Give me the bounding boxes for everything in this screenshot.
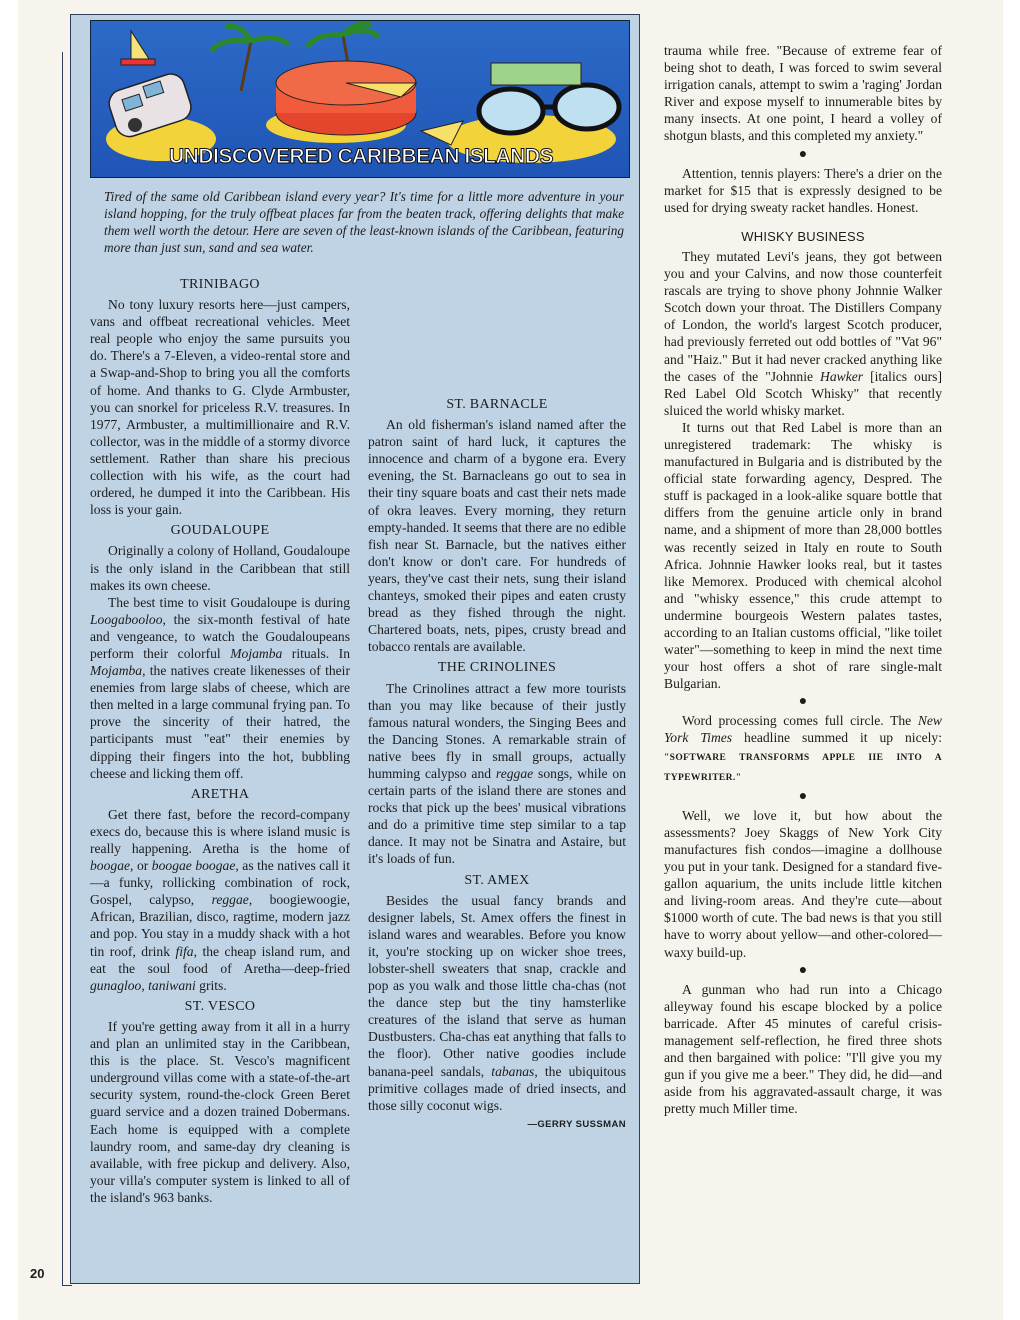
- column-3: [664, 42, 942, 1117]
- st-amex-text: Besides the usual fancy brands and designer labels, St. Amex offers the finest in island wares and wearables. Before you know it, you're stocking up on wicker shoe trees, lobster-shell sweaters that snap, crackle and pop as you walk and those little cha-chas (not the dance step but the tiny hamsterlike creatures of the island that serve as human Dustbusters. Cha-chas eat anything that falls to the floor). Other native goodies include banana-peel sandals, tabanas, the ubiquitous primitive collages made of dried insects, and those silly coconut wigs.: [368, 892, 626, 1113]
- heading-goudaloupe: GOUDALOUPE: [170, 523, 270, 539]
- aretha-text: Get there fast, before the record-company execs do, because this is where island music is really happening. Aretha is the home of boogae, or boogae boogae, as the natives call it—a funky, rollicking combination of rock, Gospel, calypso, reggae, boogiewoogie, African, Brazilian, disco, ragtime, modern jazz and pop. You stay in a muddy shack with a hot tin roof, drink fifa, the cheap island rum, and eat the soul food of Aretha—deep-fried gunagloo, taniwani grits.: [90, 806, 350, 993]
- heading-trinibago: TRINIBAGO: [180, 277, 260, 292]
- heading-st-vesco: ST. VESCO: [184, 998, 256, 1014]
- column-2-flow: [368, 392, 626, 1133]
- heading-aretha: ARETHA: [190, 786, 250, 802]
- jordan-river-text: trauma while free. "Because of extreme fear of being shot to death, I was forced to swim several irrigation canals, attempt to swim a 'raging' Jordan River and expose myself to innumerable bites by many insects. At one point, I heard a volley of shotgun blasts, and this completed my anxiety.": [664, 43, 942, 144]
- whisky-text-2: It turns out that Red Label is more than an unregistered trademark: The whisky is manufactured in Bulgaria and is distributed by the official state forwarding agency, Despred. The stuff is packaged in a look-alike square bottle that differs from the genuine article only in brand name, and a shipment of more than 28,000 bottles was recently seized in Italy en route to South Africa. Johnnie Hawker looks real, but it tastes like Memorex. Produced with chemical alcohol and "whisky essence," this crude attempt to undermine bourgeois Western palates tastes, according to an Italian customs official, "like toilet water"—something to keep in mind the next time your host offers a shot of rare single-malt Bulgarian.: [664, 419, 942, 692]
- trinibago-text: No tony luxury resorts here—just campers, vans and offbeat recreational vehicles. Meet real people who enjoy the same pursuits you do. There's a 7-Eleven, a video-rental store and a Swap-and-Shop to bring you all the comforts of home. And thanks to G. Clyde Armbuster, you can snorkel for priceless R.V. treasures. In 1977, Armbuster, a multimillionaire and R.V. collector, was in the middle of a stormy divorce settlement. Rather than share his precious collection with his wife, as the court had ordered, he dumped it into the Caribbean. His loss is your gain.: [90, 297, 350, 518]
- heading-st-amex: ST. AMEX: [464, 872, 530, 888]
- banner-title: UNDISCOVERED CARIBBEAN ISLANDS: [168, 145, 554, 168]
- st-barnacle-text: An old fisherman's island named after the patron saint of hard luck, it captures the innocence and charm of a bygone era. Every evening, the St. Barnacleans go out to sea in their tiny square boats and cast their nets made of okra leaves. Every morning, they return empty-handed. It seems that there are no edible fish near St. Barnacle, but the natives either don't know or don't care. For hundreds of years, they've cast their nets, sung their island chanteys, smoked their pipes and eaten crusty bread as they fished through the night. Chartered boats, nets, pipes, crusty bread and tobacco rentals are available.: [368, 417, 626, 655]
- whisky-text-1: They mutated Levi's jeans, they got between you and your Calvins, and now those counterfeit rascals are trying to shove phony Johnnie Walker Scotch down your throat. The Distillers Company of London, the world's largest Scotch producer, had previously ferreted out odd bottles of "Vat 96" and "Haiz." But it had never cracked anything like the cases of the "Johnnie Hawker [italics ours] Red Label Old Scotch Whisky" that recently sluiced the world whisky market.: [664, 248, 942, 418]
- fish-condo-text: Well, we love it, but how about the assessments? Joey Skaggs of New York City manufactures fish condos—imagine a dollhouse you put in your tank. Designed for a standard five-gallon aquarium, the units include little kitchen and living-room areas. And they're cute—about $1000 worth of cute. The bad news is that you still have to worry about yellow—and other-colored—waxy build-up.: [664, 807, 942, 960]
- heading-crinolines: THE CRINOLINES: [437, 660, 557, 676]
- bullet-divider: ●: [798, 146, 808, 162]
- sailboat-icon: [121, 31, 155, 65]
- bullet-divider: ●: [798, 788, 808, 804]
- intro-text: Tired of the same old Caribbean island every year? It's time for a little more adventure in your island hopping, for the truly offbeat places far from the beaten track, offering delights that make them well worth the detour. Here are seven of the least-known islands of the Caribbean, featuring more than just sun, sand and sea water.: [104, 189, 624, 255]
- byline: —GERRY SUSSMAN: [527, 1118, 626, 1130]
- bullet-divider: ●: [798, 962, 808, 978]
- heading-whisky-business: WHISKY BUSINESS: [741, 228, 865, 244]
- page-number: 20: [30, 1266, 45, 1281]
- banner-illustration: [90, 20, 630, 178]
- goudaloupe-text-1: Originally a colony of Holland, Goudaloupe is the only island in the Caribbean that still makes its own cheese.: [90, 543, 350, 593]
- bullet-divider: ●: [798, 694, 808, 710]
- heading-st-barnacle: ST. BARNACLE: [446, 397, 548, 412]
- st-vesco-text: If you're getting away from it all in a hurry and plan an unlimited stay in the Caribbean, this is the place. St. Vesco's magnificent underground villas come with a state-of-the-art security system, round-the-clock Green Beret guard service and a dozen trained Dobermans. Each home is equipped with a complete laundry room, and same-day dry cleaning is available, with free pickup and delivery. Also, your villa's computer system is linked to all of the island's 963 banks.: [90, 1018, 350, 1205]
- gunman-text: A gunman who had run into a Chicago alleyway found his escape blocked by a police barricade. After 45 minutes of careful crisis-management self-reflection, he fired three shots and then bargained with police: "I'll give you my gun if you give me a beer." They did, he did—and aside from his aggravated-assault charge, it was pretty much Miller time.: [664, 981, 942, 1117]
- goudaloupe-text-2: The best time to visit Goudaloupe is during Loogabooloo, the six-month festival of hate and vengeance, to watch the Goudaloupeans perform their colorful Mojamba rituals. In Mojamba, the natives create likenesses of their enemies from large slabs of cheese, which are then melted in a large communal frying pan. To prove the sincerity of their hatred, the participants must "eat" their enemies by dipping their fingers into the hot, bubbling cheese and licking them off.: [90, 594, 350, 781]
- tennis-text: Attention, tennis players: There's a drier on the market for $15 that is expressly designed to be used for drying sweaty racket handles. Honest.: [664, 165, 942, 215]
- crinolines-text: The Crinolines attract a few more tourists than you may like because of their justly famous natural wonders, the Singing Bees and the Dancing Stones. A remarkable strain of native bees fly in small groups, actually humming calypso and reggae songs, while on certain parts of the island there are stones and rocks that pick up the bees' musical vibrations and do a primitive time step similar to a tap dance. It may not be Sinatra and Astaire, but it's loads of fun.: [368, 680, 626, 867]
- word-processing-text: Word processing comes full circle. The New York Times headline summed it up nicely: "SOFTWARE TRANSFORMS APPLE IIE INTO A TYPEWRITER.": [664, 713, 942, 783]
- column-1: [90, 272, 350, 1206]
